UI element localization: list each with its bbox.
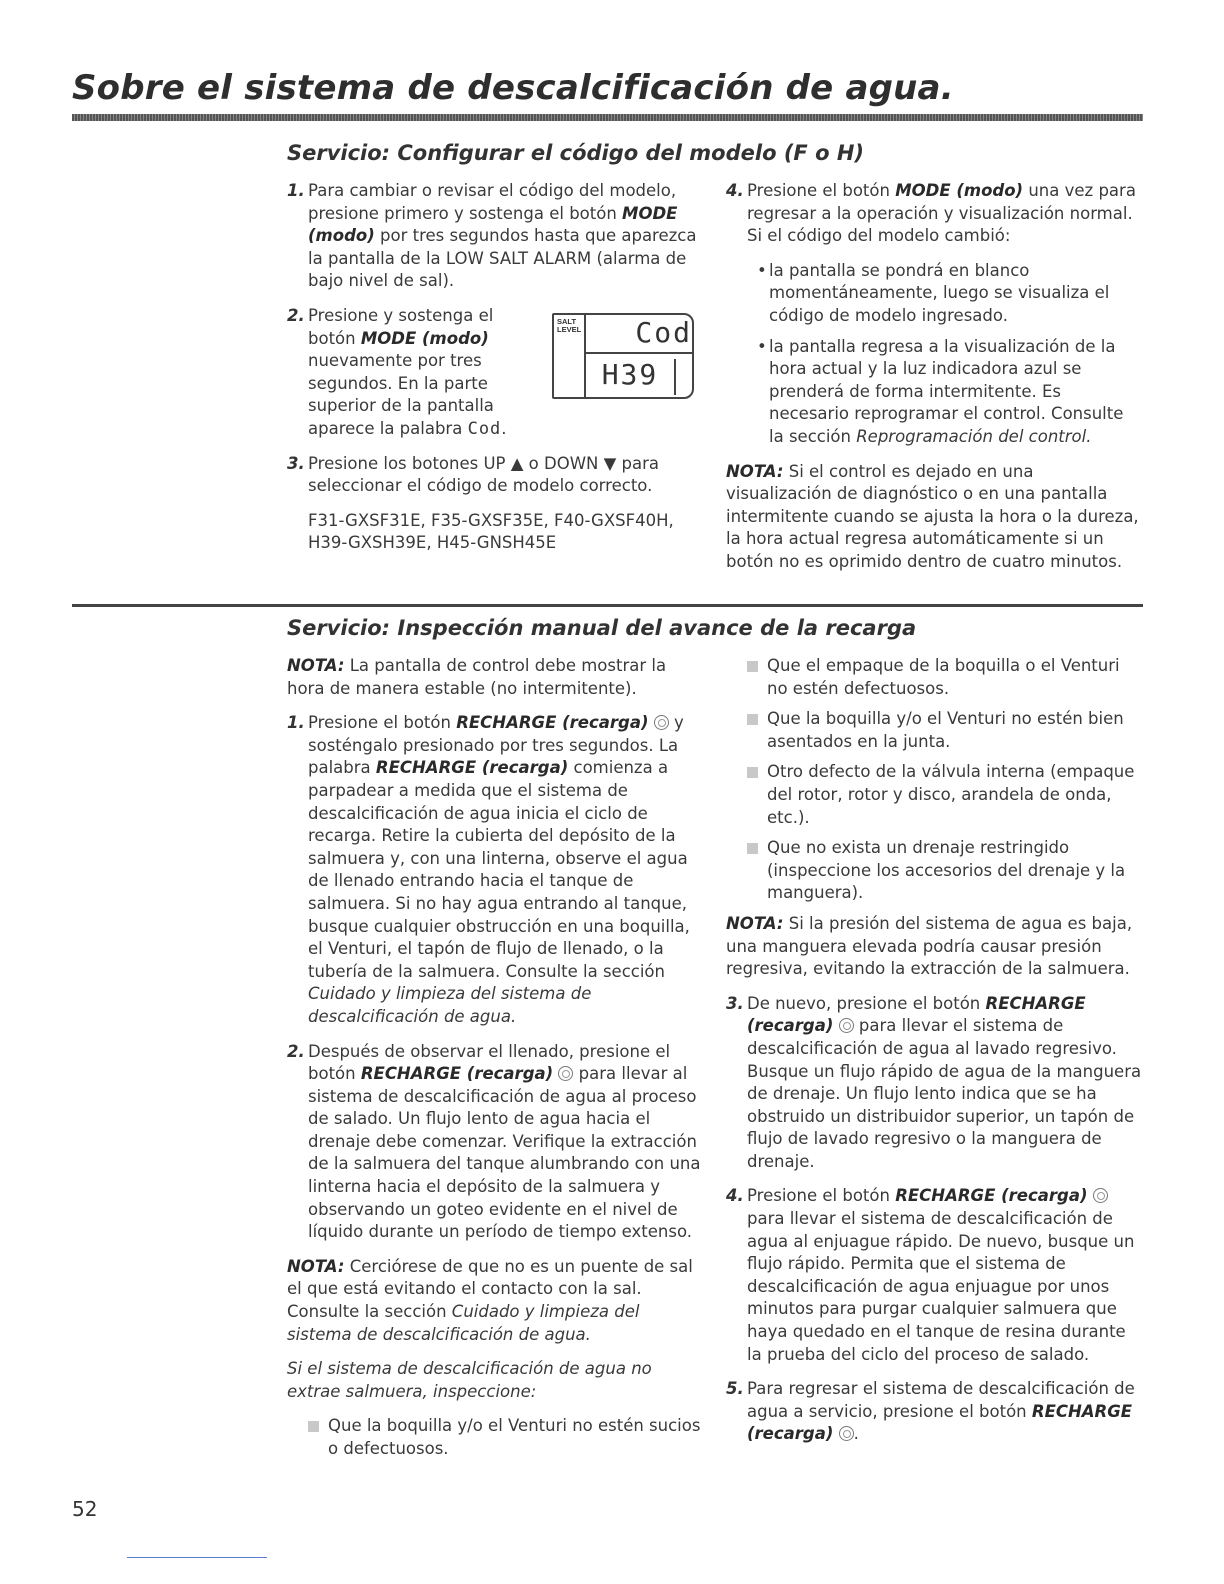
list-item xyxy=(747,708,1142,753)
lcd-divider xyxy=(584,315,586,399)
step-text: y sosténgalo presionado por tres segundos. La palabra xyxy=(308,713,684,778)
step-text: para llevar al sistema de descalcificación de agua al proceso de salado. Un flujo lento de agua hacia el drenaje debe comenzar. Verifique la extracción de la salmuera del tanque alumbrando con una linterna hacia el depósito de la salmuera y observando un goteo evidente en el nivel de líquido durante un período de tiempo extenso. xyxy=(308,1064,701,1242)
section-divider xyxy=(72,604,1143,607)
inspect-intro: Si el sistema de descalcificación de agua no extrae salmuera, inspeccione: xyxy=(287,1359,652,1401)
step-number: 2. xyxy=(287,305,305,325)
recharge-keyword: RECHARGE (recarga) xyxy=(360,1064,554,1084)
step-number: 3. xyxy=(726,993,744,1013)
step-number: 1. xyxy=(287,713,305,733)
check-text: Que la boquilla y/o el Venturi no estén sucios o defectuosos. xyxy=(328,1416,701,1458)
list-item xyxy=(747,837,1142,905)
list-item: • la pantalla regresa a la visualización de la hora actual y la luz indicadora azul se prenderá de forma intermitente. Es necesario reprogramar el control. Consulte la sección Reprogramación del control. xyxy=(757,336,1124,446)
step-text: nuevamente por tres segundos. En la parte superior de la pantalla aparece la palabra xyxy=(308,351,494,438)
recharge-keyword: RECHARGE (recarga) xyxy=(747,993,1086,1036)
bottom-link-line xyxy=(127,1557,267,1558)
step-number: 5. xyxy=(726,1379,744,1399)
step-text: una vez para regresar a la operación y visualización normal. Si el código del modelo cambió: xyxy=(747,181,1136,246)
checkbox-square-icon xyxy=(747,767,758,778)
bullet-text: la pantalla se pondrá en blanco momentáneamente, luego se visualiza el código de modelo ingresado. xyxy=(769,260,1110,325)
recharge-icon xyxy=(558,1066,573,1081)
list-item xyxy=(747,761,1142,829)
step-text: Para cambiar o revisar el código del modelo, presione primero y sostenga el botón xyxy=(308,181,677,223)
section-title-recharge-inspection: Servicio: Inspección manual del avance de la recarga xyxy=(287,616,917,640)
step-3 xyxy=(726,993,1142,1174)
lcd-display-illustration xyxy=(552,313,694,399)
checklist xyxy=(287,1415,705,1460)
step-text: Presione el botón xyxy=(308,713,457,733)
note xyxy=(726,461,1142,574)
step-2 xyxy=(287,305,543,441)
step-number: 1. xyxy=(287,181,305,200)
lcd-divider xyxy=(674,359,676,395)
step-4 xyxy=(726,180,1142,248)
step-text: Presione el botón xyxy=(747,181,896,200)
step-5 xyxy=(726,1378,1142,1446)
cod-display-word: Cod xyxy=(467,418,502,439)
salt-level-label: SALT LEVEL xyxy=(557,317,582,334)
note-label: NOTA: xyxy=(287,656,345,675)
mode-keyword: MODE (modo) xyxy=(360,328,489,348)
step-text: por tres segundos hasta que aparezca la pantalla de la LOW SALT ALARM (alarma de bajo nivel de sal). xyxy=(308,226,697,291)
check-text: Que la boquilla y/o el Venturi no estén bien asentados en la junta. xyxy=(767,709,1124,751)
section-reference: Cuidado y limpieza del sistema de descalcificación de agua. xyxy=(308,984,592,1026)
lcd-bottom-text: H39 xyxy=(601,358,659,391)
note-text: Cerciórese de que no es un puente de sal el que está evitando el contacto con la sal. Consulte la sección xyxy=(287,1256,693,1322)
note-text: La pantalla de control debe mostrar la hora de manera estable (no intermitente). xyxy=(287,656,667,698)
note xyxy=(287,1256,705,1346)
step-text: Para regresar el sistema de descalcificación de agua a servicio, presione el botón xyxy=(747,1379,1135,1421)
step-number: 4. xyxy=(726,181,744,200)
step-number: 3. xyxy=(287,453,305,473)
section2-left-column xyxy=(287,655,705,1469)
step-3 xyxy=(287,453,705,498)
step-1 xyxy=(287,712,705,1028)
page-number: 52 xyxy=(72,1497,98,1521)
step-text: para llevar el sistema de descalcificación de agua al enjuague rápido. De nuevo, busque un flujo rápido. Permita que el sistema de descalcificación de agua enjuague por unos minutos para purgar cualquier salmuera que haya quedado en el tanque de resina durante la prueba del ciclo del proceso de salado. xyxy=(747,1209,1135,1364)
step-text: De nuevo, presione el botón xyxy=(747,993,986,1013)
step-text: Presione el botón xyxy=(747,1186,896,1206)
step-2 xyxy=(287,1041,705,1244)
lcd-top-text: Cod xyxy=(635,316,692,349)
title-rule xyxy=(72,114,1143,121)
lcd-divider xyxy=(584,352,694,354)
model-codes-list: F31-GXSF31E, F35-GXSF35E, F40-GXSF40H, H39-GXSH39E, H45-GNSH45E xyxy=(308,510,674,553)
recharge-icon xyxy=(654,715,669,730)
section1-right-column xyxy=(726,180,1142,586)
section2-right-column xyxy=(726,655,1142,1458)
recharge-keyword: RECHARGE (recarga) xyxy=(747,1401,1133,1444)
checkbox-square-icon xyxy=(747,843,758,854)
note xyxy=(726,913,1142,981)
note xyxy=(287,655,705,700)
bullet-text: la pantalla regresa a la visualización de la hora actual y la luz indicadora azul se prenderá de forma intermitente. Es necesario reprogramar el control. Consulte la sección xyxy=(769,336,1124,446)
list-item xyxy=(308,1415,705,1460)
checkbox-square-icon xyxy=(747,714,758,725)
step-text: . xyxy=(501,418,507,438)
page-title: Sobre el sistema de descalcificación de agua. xyxy=(72,68,954,108)
note-label: NOTA: xyxy=(726,461,784,481)
checkbox-square-icon xyxy=(308,1421,319,1432)
step-text: para llevar el sistema de descalcificación de agua al lavado regresivo. Busque un flujo rápido de agua de la manguera de drenaje. Un flujo lento indica que se ha obstruido un distribuidor superior, un tapón de flujo de lavado regresivo o la manguera de drenaje. xyxy=(747,1016,1142,1171)
recharge-keyword: RECHARGE (recarga) xyxy=(895,1186,1088,1206)
step-number: 4. xyxy=(726,1186,744,1206)
step-4 xyxy=(726,1185,1142,1366)
checkbox-square-icon xyxy=(747,661,758,672)
list-item xyxy=(747,655,1142,700)
mode-keyword: MODE (modo) xyxy=(895,181,1024,200)
recharge-keyword: RECHARGE (recarga) xyxy=(375,758,569,778)
note-label: NOTA: xyxy=(726,913,784,933)
recharge-keyword: RECHARGE (recarga) xyxy=(456,713,649,733)
list-item: • la pantalla se pondrá en blanco momentáneamente, luego se visualiza el código de modelo ingresado. xyxy=(757,260,1110,325)
recharge-icon xyxy=(1093,1188,1108,1203)
section-reference: Cuidado y limpieza del sistema de descalcificación de agua. xyxy=(287,1302,640,1344)
check-text: Otro defecto de la válvula interna (empaque del rotor, rotor y disco, arandela de onda, etc.). xyxy=(767,762,1135,827)
section-title-model-code: Servicio: Configurar el código del modelo (F o H) xyxy=(287,141,864,165)
note-text: Si la presión del sistema de agua es baja, una manguera elevada podría causar presión regresiva, evitando la extracción de la salmuera. xyxy=(726,913,1133,979)
note-label: NOTA: xyxy=(287,1256,345,1276)
step-text: comienza a parpadear a medida que el sistema de descalcificación de agua inicia el ciclo de recarga. Retire la cubierta del depósito de la salmuera y, con una linterna, observe el agua de llenado entrando hacia el tanque de salmuera. Si no hay agua entrando al tanque, busque cualquier obstrucción en una boquilla, el Venturi, el tapón de flujo de llenado, o la tubería de la salmuera. Consulte la sección xyxy=(308,758,690,981)
step-number: 2. xyxy=(287,1041,305,1061)
step-text: Después de observar el llenado, presione el botón xyxy=(308,1041,671,1084)
step-1 xyxy=(287,180,705,293)
note-text: Si el control es dejado en una visualización de diagnóstico o en una pantalla intermitente cuando se ajusta la hora o la dureza, la hora actual regresa automáticamente si un botón no es oprimido dentro de cuatro minutos. xyxy=(726,461,1139,571)
recharge-icon xyxy=(839,1426,854,1441)
recharge-icon xyxy=(839,1018,854,1033)
mode-keyword: MODE (modo) xyxy=(308,203,678,246)
step-text: Presione y sostenga el botón xyxy=(308,305,494,348)
check-text: Que no exista un drenaje restringido (inspeccione los accesorios del drenaje y la manguera). xyxy=(767,838,1126,903)
step-text: . xyxy=(853,1424,859,1444)
step-text: Presione los botones UP ▲ o DOWN ▼ para seleccionar el código de modelo correcto. xyxy=(308,453,660,496)
section-reference: Reprogramación del control. xyxy=(856,426,1092,446)
check-text: Que el empaque de la boquilla o el Venturi no estén defectuosos. xyxy=(767,656,1120,698)
checklist xyxy=(726,655,1142,905)
bullet-list xyxy=(726,260,1142,449)
